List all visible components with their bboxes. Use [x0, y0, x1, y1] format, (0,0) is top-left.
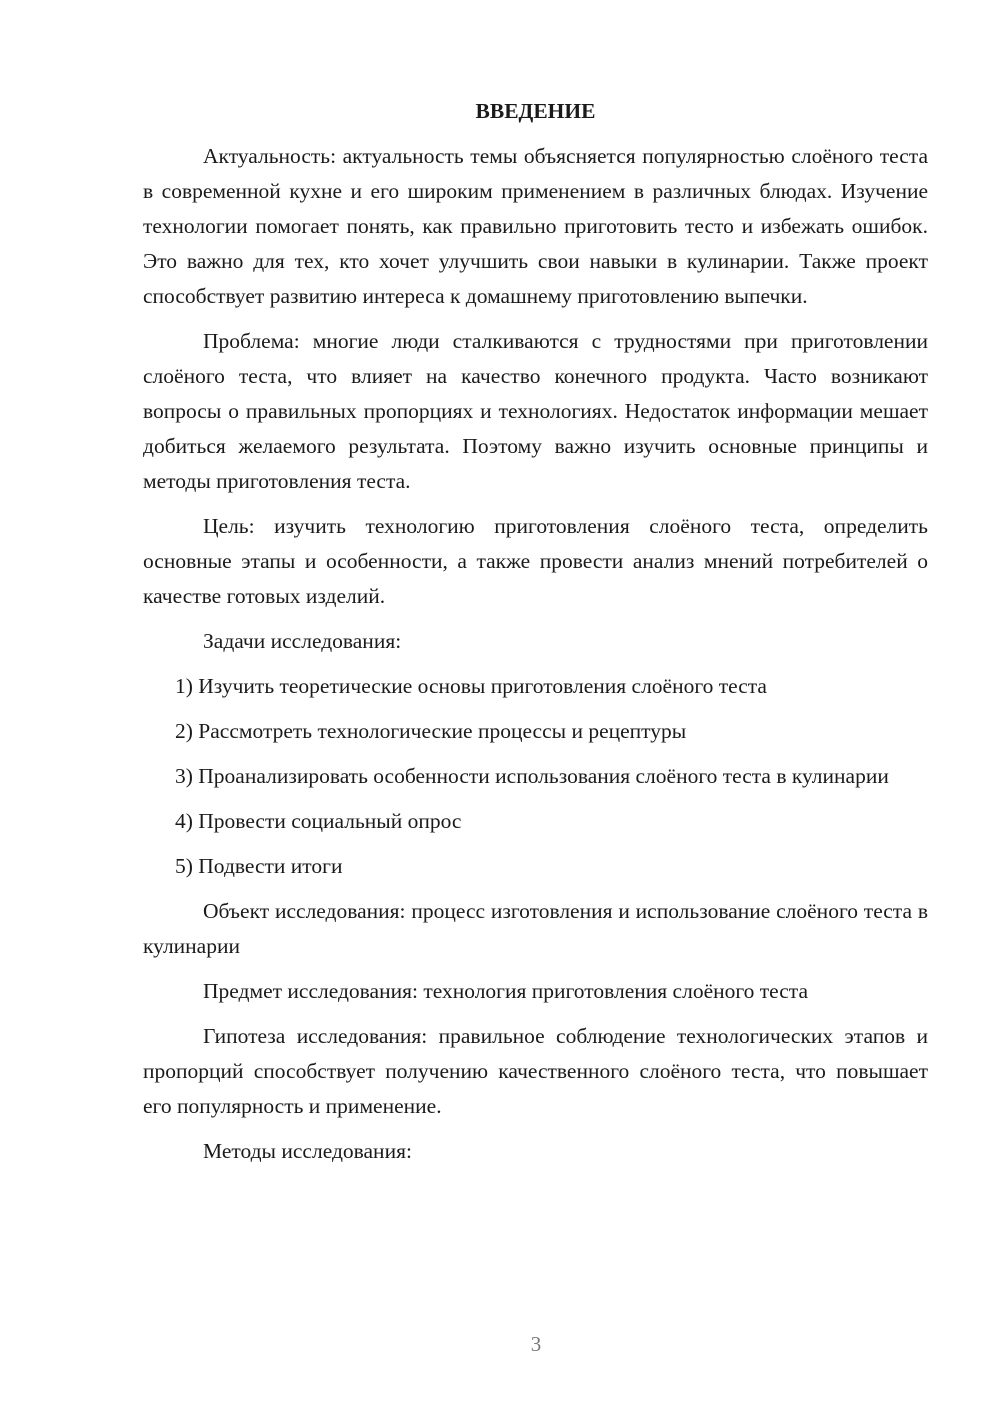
task-item-3: 3) Проанализировать особенности использования слоёного теста в кулинарии — [175, 764, 889, 788]
paragraph-subject: Предмет исследования: технология приготовления слоёного теста — [203, 979, 809, 1003]
paragraph-relevance: Актуальность: актуальность темы объясняется популярностью слоёного теста в современной кухне и его широким применением в различных блюдах. Изучение технологии помогает понять, как правильно приготовить тесто и избежать ошибок. Это важно для тех, кто хочет улучшить свои навыки в кулинарии. Также проект способствует развитию интереса к домашнему приготовлению выпечки. — [143, 144, 928, 308]
task-item-2: 2) Рассмотреть технологические процессы и рецептуры — [175, 719, 687, 743]
page-title: ВВЕДЕНИЕ — [475, 99, 596, 123]
page-number: 3 — [530, 1332, 542, 1356]
page-content — [143, 94, 928, 1179]
task-item-5: 5) Подвести итоги — [175, 854, 343, 878]
tasks-heading: Задачи исследования: — [203, 629, 402, 653]
task-item-1: 1) Изучить теоретические основы приготовления слоёного теста — [175, 674, 767, 698]
paragraph-problem: Проблема: многие люди сталкиваются с трудностями при приготовлении слоёного теста, что влияет на качество конечного продукта. Часто возникают вопросы о правильных пропорциях и технологиях. Недостаток информации мешает добиться желаемого результата. Поэтому важно изучить основные принципы и методы приготовления теста. — [143, 329, 928, 493]
paragraph-object: Объект исследования: процесс изготовления и использование слоёного теста в кулинарии — [143, 899, 928, 958]
methods-heading: Методы исследования: — [203, 1139, 412, 1163]
paragraph-hypothesis: Гипотеза исследования: правильное соблюдение технологических этапов и пропорций способствует получению качественного слоёного теста, что повышает его популярность и применение. — [143, 1024, 928, 1118]
paragraph-goal: Цель: изучить технологию приготовления слоёного теста, определить основные этапы и особенности, а также провести анализ мнений потребителей о качестве готовых изделий. — [143, 514, 928, 608]
task-item-4: 4) Провести социальный опрос — [175, 809, 462, 833]
